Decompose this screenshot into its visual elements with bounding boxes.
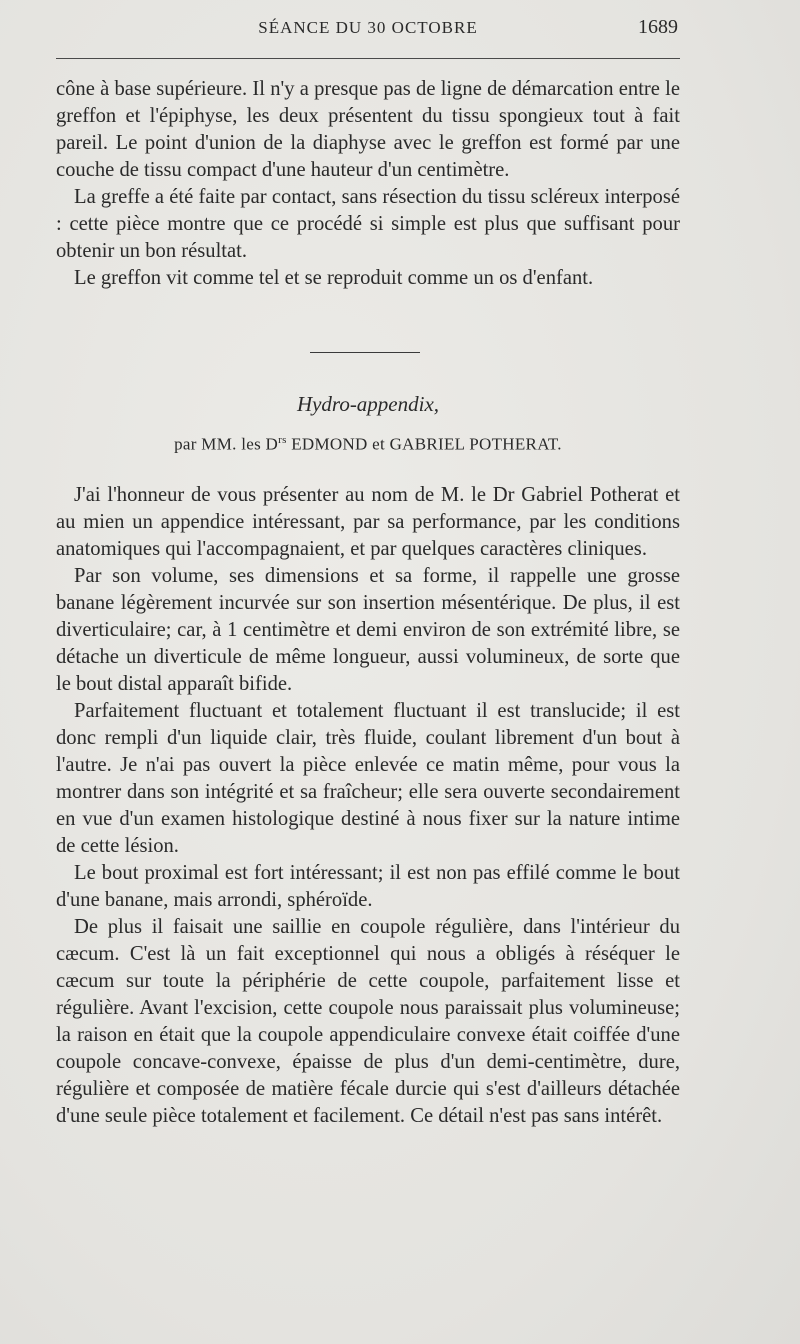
article-title: Hydro-appendix, [296,392,440,416]
paragraph: Le greffon vit comme tel et se reproduit comme un os d'enfant. [74,267,594,289]
header-rule [56,58,680,59]
byline-authors: EDMOND et GABRIEL POTHERAT. [286,434,562,454]
paragraph: J'ai l'honneur de vous présenter au nom de M. le Dr Gabriel Potherat et au mien un appendice intéressant, par sa performance, par les conditions anatomiques qui l'accompagnaient, et par quelques caractères cliniques. [56,484,680,560]
paragraph: Par son volume, ses dimensions et sa forme, il rappelle une grosse banane légèrement incurvée sur son insertion mésentérique. De plus, il est diverticulaire; car, à 1 centimètre et demi environ de son extrémité libre, se détache un diverticule de même longueur, aussi volumineux, de sorte que le bout distal apparaît bifide. [56,565,680,695]
paragraph: cône à base supérieure. Il n'y a presque pas de ligne de démarcation entre le greffon et l'épiphyse, les deux présentent du tissu spongieux tout à fait pareil. Le point d'union de la diaphyse avec le greffon est formé par une couche de tissu compact d'une hauteur d'un centimètre. [56,78,680,181]
page-number: 1689 [638,16,678,38]
continuation-text [56,76,680,292]
running-head [56,14,680,44]
paragraph: De plus il faisait une saillie en coupole régulière, dans l'intérieur du cæcum. C'est là un fait exceptionnel qui nous a obligés à réséquer le cæcum sur toute la périphérie de cette coupole, parfaitement lisse et régulière. Avant l'excision, cette coupole nous paraissait plus volumineuse; la raison en était que la coupole appendiculaire convexe était coiffée d'une coupole concave-convexe, épaisse de plus d'un demi-centimètre, dure, régulière et composée de matière fécale durcie qui s'est d'ailleurs détachée d'une seule pièce totalement et facilement. Ce détail n'est pas sans intérêt. [56,916,680,1127]
article-body [56,482,680,1130]
paragraph: Parfaitement fluctuant et totalement fluctuant il est translucide; il est donc rempli d'un liquide clair, très fluide, coulant librement d'un bout à l'autre. Je n'ai pas ouvert la pièce enlevée ce matin même, pour vous la montrer dans son intégrité et sa fraîcheur; elle sera ouverte secondairement en vue d'un examen histologique destiné à nous fixer sur la nature intime de cette lésion. [56,700,680,857]
running-title: SÉANCE DU 30 OCTOBRE [258,18,478,37]
section-divider [310,352,420,353]
paragraph: La greffe a été faite par contact, sans résection du tissu scléreux interposé : cette pièce montre que ce procédé si simple est plus que suffisant pour obtenir un bon résultat. [56,186,680,262]
byline-prefix: par MM. les D [174,434,279,454]
byline-superscript: rs [278,434,287,446]
article-byline [56,434,680,455]
paragraph: Le bout proximal est fort intéressant; il est non pas effilé comme le bout d'une banane, mais arrondi, sphéroïde. [56,862,680,911]
